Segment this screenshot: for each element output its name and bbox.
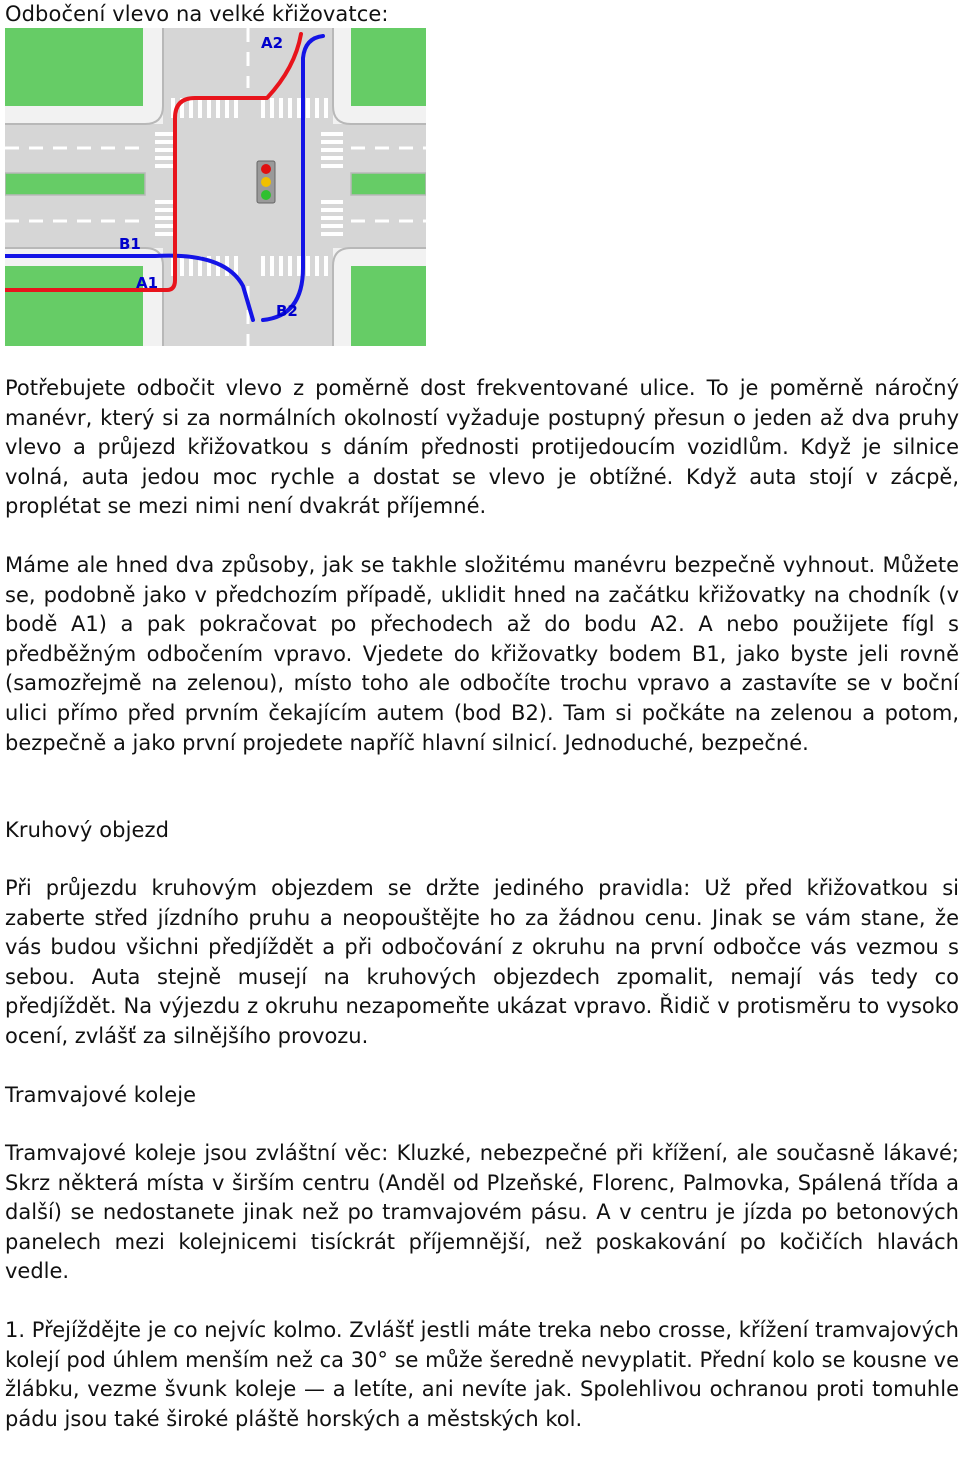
label-b1: B1 (119, 235, 141, 253)
tram-heading: Tramvajové koleje (5, 1083, 197, 1107)
median-right (351, 173, 426, 195)
paragraph-roundabout: Při průjezdu kruhovým objezdem se držte jediného pravidla: Už před křižovatkou si zaberte střed jízdního pruhu a neopouštějte ho za žádnou cenu. Jinak se vám stane, že vás budou všichni předjíždět a při odbočování z okruhu na první odbočce vás vezmou s sebou. Auta stejně musejí na kruhových objezdech zpomalit, nemají vás tedy co předjíždět. Na výjezdu z okruhu nezapomeňte ukázat vpravo. Řidič v protisměru to vysoko ocení, zvlášť za silnějšího provozu. (5, 876, 959, 1048)
paragraph-left-turn: Potřebujete odbočit vlevo z poměrně dost frekventované ulice. To je poměrně náročný manévr, který si za normálních okolností vyžaduje postupný přesun o jeden až dva pruhy vlevo a průjezd křižovatkou s dáním přednosti protijedoucím vozidlům. Když je silnice volná, auta jedou moc rychle a dostat se vlevo je obtížné. Když auta stojí v zácpě, proplétat se mezi nimi není dvakrát příjemné. (5, 376, 959, 519)
intersection-diagram (5, 28, 426, 346)
label-a2: A2 (261, 34, 284, 52)
roundabout-heading: Kruhový objezd (5, 818, 170, 842)
intro-title: Odbočení vlevo na velké křižovatce: (5, 2, 389, 26)
median-left (5, 173, 145, 195)
paragraph-two-methods: Máme ale hned dva způsoby, jak se takhle složitému manévru bezpečně vyhnout. Můžete se, podobně jako v předchozím případě, uklidit hned na začátku křižovatky na chodník (v bodě A1) a pak pokračovat po přechodech až do bodu A2. A nebo použijete fígl s předběžným odbočením vpravo. Vjedete do křižovatky bodem B1, jako byste jeli rovně (samozřejmě na zelenou), místo toho ale odbočíte trochu vpravo a zastavíte se v boční ulici přímo před prvním čekajícím autem (bod B2). Tam si počkáte na zelenou a potom, bezpečně a jako první projedete napříč hlavní silnicí. Jednoduché, bezpečné. (5, 553, 959, 755)
paragraph-tram-tip-1: 1. Přejíždějte je co nejvíc kolmo. Zvlášť jestli máte treka nebo crosse, křížení tramvajových kolejí pod úhlem menším než ca 30° se může šeredně nevyplatit. Přední kolo se kousne ve žlábku, vezme švunk koleje — a letíte, ani nevíte jak. Spolehlivou ochranou proti tomuhle pádu jsou také široké pláště horských a městských kol. (5, 1318, 959, 1431)
label-b2: B2 (276, 302, 298, 320)
label-a1: A1 (136, 274, 159, 292)
traffic-light-icon (257, 161, 275, 203)
paragraph-tram-tracks: Tramvajové koleje jsou zvláštní věc: Kluzké, nebezpečné při křížení, ale současně lákavé; Skrz některá místa v širším centru (Anděl od Plzeňské, Florenc, Palmovka, Spálená třída a další) se nedostanete jinak než po tramvajovém pásu. A v centru je jízda po betonových panelech mezi kolejnicemi tisíckrát příjemnější, než poskakování po kočičích hlavách vedle. (5, 1141, 959, 1284)
